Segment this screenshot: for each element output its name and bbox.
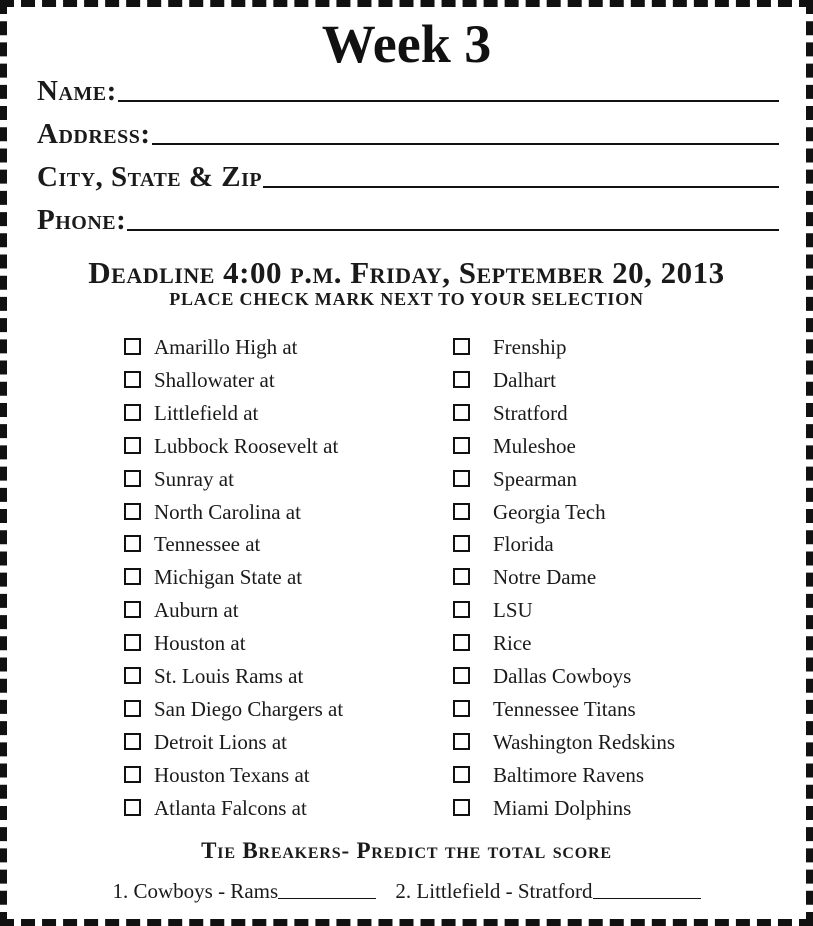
home-team-label: Muleshoe	[493, 434, 576, 458]
home-checkbox[interactable]	[453, 667, 470, 684]
phone-label: Phone:	[37, 204, 127, 236]
away-checkbox[interactable]	[124, 338, 141, 355]
away-team-label: Auburn at	[154, 598, 239, 622]
away-checkbox[interactable]	[124, 634, 141, 651]
home-checkbox[interactable]	[453, 437, 470, 454]
away-checkbox[interactable]	[124, 568, 141, 585]
away-checkbox[interactable]	[124, 437, 141, 454]
game-row	[0, 696, 813, 722]
game-row	[0, 630, 813, 656]
home-team-label: Miami Dolphins	[493, 796, 632, 820]
tiebreaker-1-label: 1. Cowboys - Rams	[112, 879, 279, 903]
away-checkbox[interactable]	[124, 371, 141, 388]
home-checkbox[interactable]	[453, 470, 470, 487]
away-team-label: Tennessee at	[154, 532, 261, 556]
tiebreaker-2-input-line[interactable]	[593, 898, 701, 899]
instruction-text: PLACE CHECK MARK NEXT TO YOUR SELECTION	[169, 289, 644, 309]
home-checkbox[interactable]	[453, 568, 470, 585]
page-title: Week 3	[321, 14, 492, 74]
home-checkbox[interactable]	[453, 700, 470, 717]
away-team-label: Houston at	[154, 631, 246, 655]
home-checkbox[interactable]	[453, 371, 470, 388]
home-team-label: Georgia Tech	[493, 500, 606, 524]
away-checkbox[interactable]	[124, 601, 141, 618]
home-checkbox[interactable]	[453, 799, 470, 816]
away-team-label: Detroit Lions at	[154, 730, 287, 754]
away-checkbox[interactable]	[124, 733, 141, 750]
home-checkbox[interactable]	[453, 338, 470, 355]
home-team-label: Washington Redskins	[493, 730, 676, 754]
home-checkbox[interactable]	[453, 503, 470, 520]
game-row	[0, 564, 813, 590]
home-team-label: Tennessee Titans	[493, 697, 636, 721]
game-row	[0, 499, 813, 525]
away-checkbox[interactable]	[124, 766, 141, 783]
away-team-label: Amarillo High at	[154, 335, 298, 359]
home-team-label: Dallas Cowboys	[493, 664, 632, 688]
away-team-label: Littlefield at	[154, 401, 259, 425]
away-checkbox[interactable]	[124, 503, 141, 520]
game-row	[0, 663, 813, 689]
home-team-label: Rice	[493, 631, 532, 655]
tiebreakers-row	[0, 878, 813, 904]
away-team-label: Atlanta Falcons at	[154, 796, 307, 820]
home-checkbox[interactable]	[453, 601, 470, 618]
away-team-label: North Carolina at	[154, 500, 301, 524]
away-team-label: Lubbock Roosevelt at	[154, 434, 339, 458]
tiebreaker-1	[112, 878, 390, 904]
home-team-label: Frenship	[493, 335, 567, 359]
home-team-label: Dalhart	[493, 368, 556, 392]
home-team-label: Florida	[493, 532, 554, 556]
away-team-label: Michigan State at	[154, 565, 303, 589]
away-team-label: San Diego Chargers at	[154, 697, 344, 721]
away-checkbox[interactable]	[124, 470, 141, 487]
away-team-label: Shallowater at	[154, 368, 275, 392]
home-team-label: LSU	[493, 598, 533, 622]
city-state-zip-label: City, State & Zip	[37, 161, 263, 193]
home-checkbox[interactable]	[453, 404, 470, 421]
game-row	[0, 762, 813, 788]
home-team-label: Baltimore Ravens	[493, 763, 645, 787]
home-checkbox[interactable]	[453, 766, 470, 783]
home-team-label: Notre Dame	[493, 565, 597, 589]
address-label: Address:	[37, 118, 151, 150]
tiebreaker-1-input-line[interactable]	[278, 898, 376, 899]
game-row	[0, 597, 813, 623]
game-row	[0, 729, 813, 755]
game-row	[0, 531, 813, 557]
game-row	[0, 400, 813, 426]
away-team-label: St. Louis Rams at	[154, 664, 304, 688]
home-checkbox[interactable]	[453, 535, 470, 552]
away-team-label: Sunray at	[154, 467, 234, 491]
tiebreaker-2	[395, 878, 700, 904]
game-row	[0, 466, 813, 492]
home-checkbox[interactable]	[453, 634, 470, 651]
away-checkbox[interactable]	[124, 799, 141, 816]
tiebreakers-heading: Tie Breakers- Predict the total score	[201, 838, 612, 863]
tiebreaker-2-label: 2. Littlefield - Stratford	[395, 879, 593, 903]
away-checkbox[interactable]	[124, 667, 141, 684]
game-row	[0, 433, 813, 459]
away-checkbox[interactable]	[124, 535, 141, 552]
away-checkbox[interactable]	[124, 404, 141, 421]
home-team-label: Stratford	[493, 401, 568, 425]
deadline-heading: Deadline 4:00 p.m. Friday, September 20, 2013	[88, 255, 725, 290]
home-checkbox[interactable]	[453, 733, 470, 750]
away-checkbox[interactable]	[124, 700, 141, 717]
game-row	[0, 795, 813, 821]
game-row	[0, 334, 813, 360]
game-row	[0, 367, 813, 393]
away-team-label: Houston Texans at	[154, 763, 310, 787]
home-team-label: Spearman	[493, 467, 577, 491]
name-label: Name:	[37, 75, 117, 107]
